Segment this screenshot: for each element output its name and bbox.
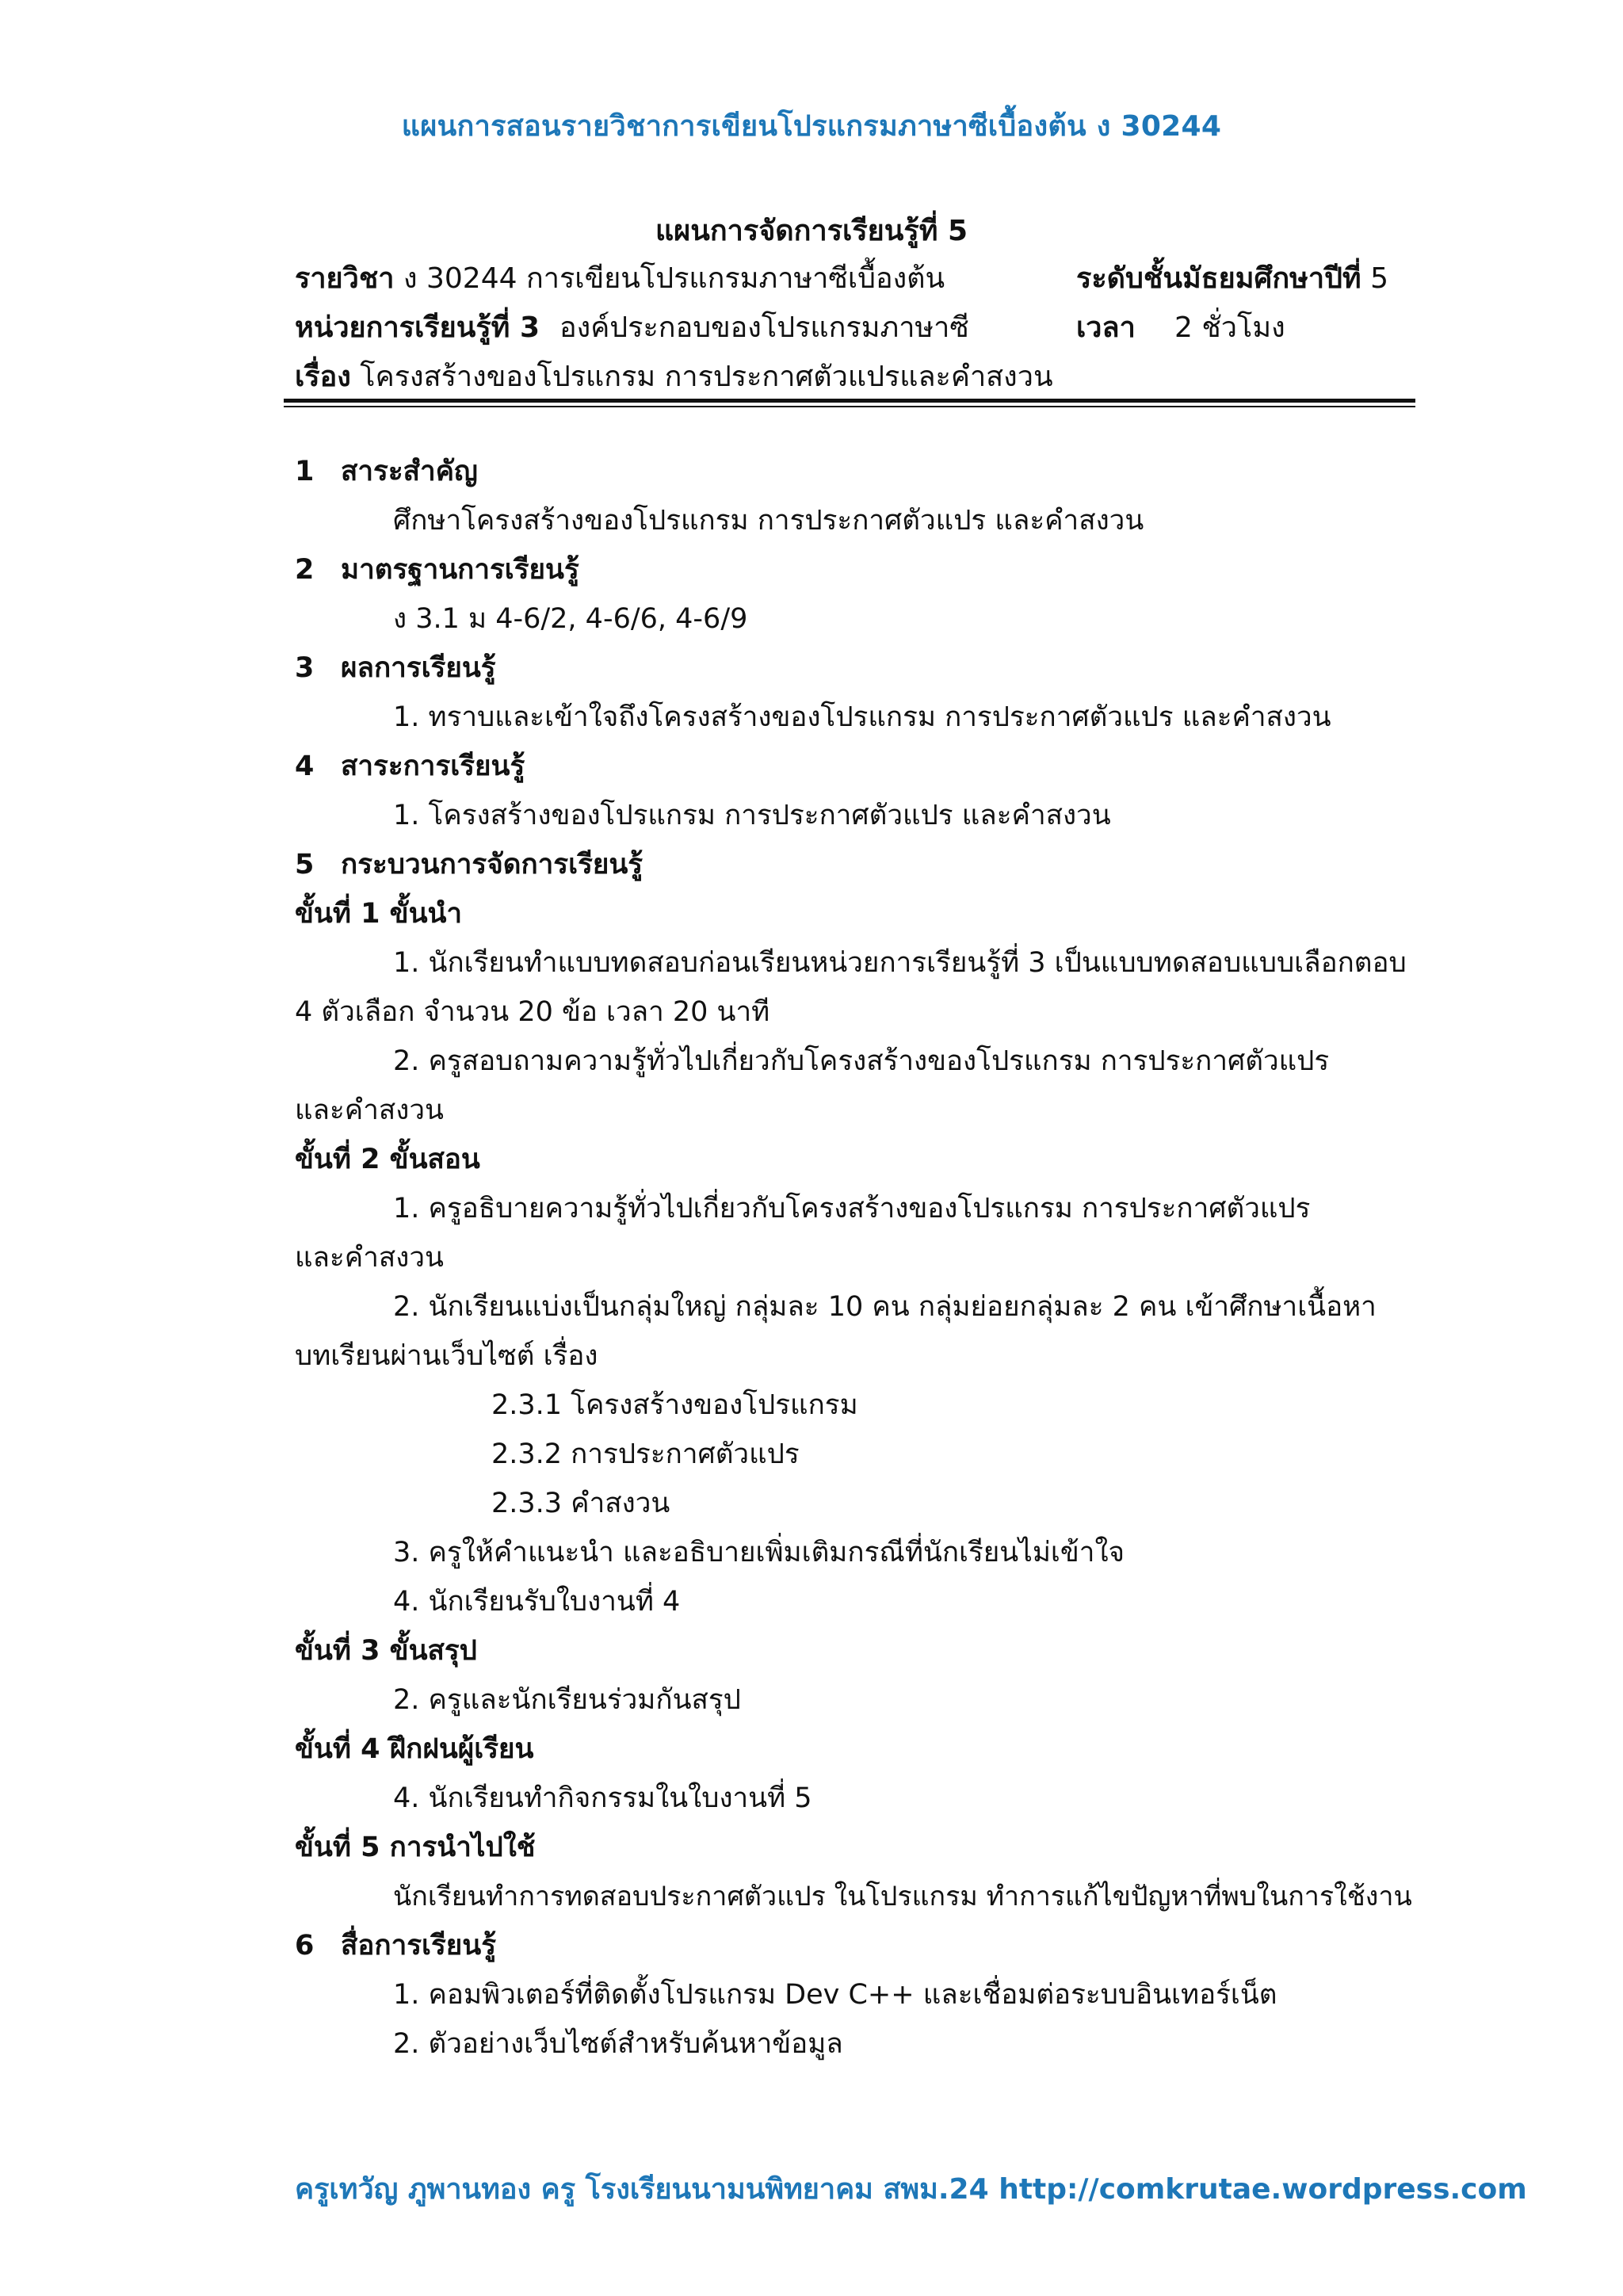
section-title: กระบวนการจัดการเรียนรู้ bbox=[341, 849, 643, 881]
section-number: 3 bbox=[295, 652, 315, 684]
step-2-item-3: 3. ครูให้คำแนะนำ และอธิบายเพิ่มเติมกรณีที่นักเรียนไม่เข้าใจ bbox=[393, 1537, 1125, 1568]
level-label: ระดับชั้นมัธยมศึกษาปีที่ bbox=[1076, 262, 1361, 295]
step-2-item-2a: 2. นักเรียนแบ่งเป็นกลุ่มใหญ่ กลุ่มละ 10 คน กลุ่มย่อยกลุ่มละ 2 คน เข้าศึกษาเนื้อหา bbox=[393, 1291, 1377, 1323]
level-value: 5 bbox=[1361, 262, 1389, 295]
section-2-heading bbox=[295, 556, 579, 584]
plan-title: แผนการจัดการเรียนรู้ที่ 5 bbox=[655, 215, 968, 247]
page-footer: ครูเทวัญ ภูพานทอง ครู โรงเรียนนามนพิทยาคม สพม.24 http://comkrutae.wordpress.com bbox=[295, 2173, 1527, 2206]
section-1-body: ศึกษาโครงสร้างของโปรแกรม การประกาศตัวแปร และคำสงวน bbox=[393, 505, 1144, 537]
section-title: ผลการเรียนรู้ bbox=[341, 652, 496, 684]
header-rule-thick bbox=[284, 399, 1415, 403]
step-2-item-1b: และคำสงวน bbox=[295, 1242, 444, 1274]
step-4-item-1: 4. นักเรียนทำกิจกรรมในใบงานที่ 5 bbox=[393, 1782, 812, 1814]
section-4-body: 1. โครงสร้างของโปรแกรม การประกาศตัวแปร และคำสงวน bbox=[393, 800, 1111, 831]
step-2-title: ขั้นที่ 2 ขั้นสอน bbox=[295, 1144, 480, 1175]
unit-label: หน่วยการเรียนรู้ที่ 3 bbox=[295, 311, 540, 344]
time-line bbox=[1076, 304, 1136, 350]
section-title: สาระสำคัญ bbox=[341, 456, 478, 487]
step-2-sub-2: 2.3.2 การประกาศตัวแปร bbox=[491, 1438, 800, 1470]
time-label: เวลา bbox=[1076, 311, 1136, 344]
step-4-title: ขั้นที่ 4 ฝึกฝนผู้เรียน bbox=[295, 1733, 534, 1765]
step-2-item-1a: 1. ครูอธิบายความรู้ทั่วไปเกี่ยวกับโครงสร้างของโปรแกรม การประกาศตัวแปร bbox=[393, 1193, 1311, 1224]
section-title: สาระการเรียนรู้ bbox=[341, 751, 525, 782]
unit-value: องค์ประกอบของโปรแกรมภาษาซี bbox=[559, 311, 969, 344]
section-number: 4 bbox=[295, 751, 315, 782]
section-number: 5 bbox=[295, 849, 315, 881]
step-1-title: ขั้นที่ 1 ขั้นนำ bbox=[295, 898, 463, 930]
subject-label: รายวิชา bbox=[295, 262, 395, 295]
topic-value: โครงสร้างของโปรแกรม การประกาศตัวแปรและคำสงวน bbox=[350, 361, 1053, 393]
section-6-item-1: 1. คอมพิวเตอร์ที่ติดตั้งโปรแกรม Dev C++ และเชื่อมต่อระบบอินเทอร์เน็ต bbox=[393, 1979, 1277, 2011]
section-title: มาตรฐานการเรียนรู้ bbox=[341, 554, 579, 586]
section-5-heading bbox=[295, 851, 643, 879]
section-1-heading bbox=[295, 458, 478, 486]
step-1-item-1a: 1. นักเรียนทำแบบทดสอบก่อนเรียนหน่วยการเรียนรู้ที่ 3 เป็นแบบทดสอบแบบเลือกตอบ bbox=[393, 947, 1407, 979]
subject-line bbox=[295, 255, 945, 300]
topic-label: เรื่อง bbox=[295, 361, 351, 393]
step-1-item-2a: 2. ครูสอบถามความรู้ทั่วไปเกี่ยวกับโครงสร้างของโปรแกรม การประกาศตัวแปร bbox=[393, 1045, 1330, 1077]
section-6-heading bbox=[295, 1932, 496, 1960]
topic-line bbox=[295, 353, 1053, 399]
step-2-item-2b: บทเรียนผ่านเว็บไซต์ เรื่อง bbox=[295, 1340, 598, 1372]
header-rule-thin bbox=[284, 406, 1415, 407]
step-3-item-1: 2. ครูและนักเรียนร่วมกันสรุป bbox=[393, 1684, 741, 1716]
step-1-item-1b: 4 ตัวเลือก จำนวน 20 ข้อ เวลา 20 นาที bbox=[295, 996, 770, 1028]
section-title: สื่อการเรียนรู้ bbox=[341, 1930, 497, 1962]
section-6-item-2: 2. ตัวอย่างเว็บไซต์สำหรับค้นหาข้อมูล bbox=[393, 2028, 843, 2060]
step-2-sub-1: 2.3.1 โครงสร้างของโปรแกรม bbox=[491, 1389, 858, 1421]
subject-value: ง 30244 การเขียนโปรแกรมภาษาซีเบื้องต้น bbox=[394, 262, 945, 295]
step-5-item-1: นักเรียนทำการทดสอบประกาศตัวแปร ในโปรแกรม ทำการแก้ไขปัญหาที่พบในการใช้งาน bbox=[393, 1881, 1412, 1912]
step-5-title: ขั้นที่ 5 การนำไปใช้ bbox=[295, 1832, 536, 1863]
step-2-item-4: 4. นักเรียนรับใบงานที่ 4 bbox=[393, 1586, 681, 1618]
section-number: 1 bbox=[295, 456, 315, 487]
level-line bbox=[1076, 255, 1388, 300]
time-value: 2 ชั่วโมง bbox=[1174, 311, 1285, 344]
section-2-body: ง 3.1 ม 4-6/2, 4-6/6, 4-6/9 bbox=[393, 603, 748, 635]
section-number: 6 bbox=[295, 1930, 315, 1962]
section-number: 2 bbox=[295, 554, 315, 586]
section-4-heading bbox=[295, 753, 525, 781]
section-3-heading bbox=[295, 652, 496, 684]
step-1-item-2b: และคำสงวน bbox=[295, 1095, 444, 1126]
unit-line bbox=[295, 304, 540, 350]
step-3-title: ขั้นที่ 3 ขั้นสรุป bbox=[295, 1635, 477, 1667]
section-3-body: 1. ทราบและเข้าใจถึงโครงสร้างของโปรแกรม การประกาศตัวแปร และคำสงวน bbox=[393, 701, 1331, 733]
page-header: แผนการสอนรายวิชาการเขียนโปรแกรมภาษาซีเบื้องต้น ง 30244 bbox=[401, 110, 1222, 143]
step-2-sub-3: 2.3.3 คำสงวน bbox=[491, 1488, 670, 1519]
